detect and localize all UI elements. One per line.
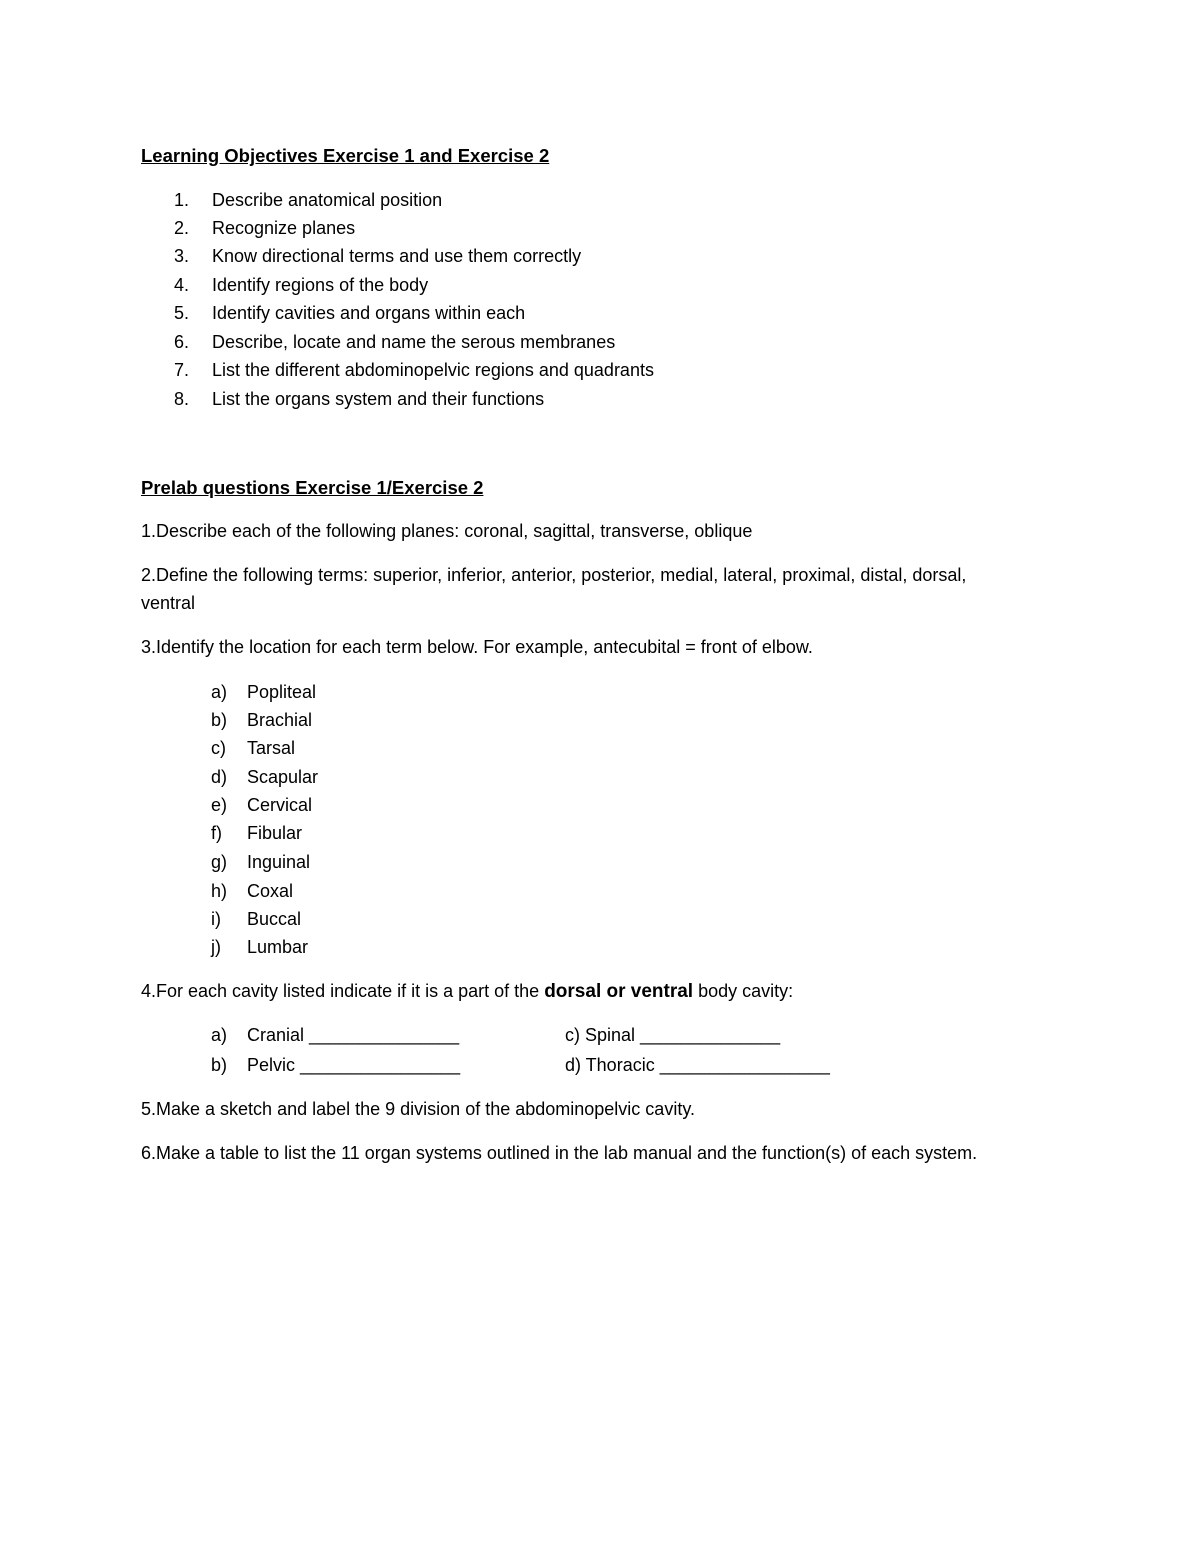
- objective-text: Know directional terms and use them correctly: [212, 246, 582, 266]
- region-letter: b): [211, 710, 228, 730]
- objective-number: 6.: [174, 332, 190, 352]
- cavity-blank: Pelvic ________________: [247, 1055, 461, 1075]
- objective-text: Recognize planes: [212, 218, 356, 238]
- region-letter: i): [211, 909, 221, 929]
- question-4-end: body cavity:: [693, 981, 794, 1001]
- objective-text: Identify regions of the body: [212, 275, 429, 295]
- region-item: [211, 766, 318, 788]
- learning-objectives-heading: Learning Objectives Exercise 1 and Exercise 2: [141, 145, 550, 166]
- region-term: Buccal: [247, 909, 302, 929]
- region-letter: g): [211, 852, 228, 872]
- region-letter: c): [211, 738, 226, 758]
- cavity-letter: b): [211, 1055, 228, 1075]
- objective-text: List the different abdominopelvic regions and quadrants: [212, 360, 654, 380]
- objective-item: [174, 388, 544, 410]
- objective-item: [174, 217, 355, 239]
- question-1: 1.Describe each of the following planes: coronal, sagittal, transverse, oblique: [141, 521, 753, 541]
- region-letter: a): [211, 682, 228, 702]
- objective-item: [174, 302, 525, 324]
- cavity-blank: Cranial _______________: [247, 1025, 460, 1045]
- objective-number: 7.: [174, 360, 190, 380]
- question-4: [141, 977, 1021, 1006]
- objective-number: 5.: [174, 303, 190, 323]
- question-4-intro: 4.For each cavity listed indicate if it is a part of the: [141, 981, 545, 1001]
- cavity-item-spinal: c) Spinal ______________: [565, 1025, 781, 1045]
- cavity-item-pelvic: [211, 1054, 460, 1076]
- objective-item: [174, 245, 581, 267]
- region-item: [211, 936, 308, 958]
- objective-text: Describe anatomical position: [212, 190, 443, 210]
- region-letter: d): [211, 767, 228, 787]
- region-term: Popliteal: [247, 682, 317, 702]
- region-term: Brachial: [247, 710, 313, 730]
- question-6: 6.Make a table to list the 11 organ systems outlined in the lab manual and the function(s) of each system.: [141, 1143, 978, 1163]
- prelab-heading: Prelab questions Exercise 1/Exercise 2: [141, 477, 484, 498]
- objective-number: 4.: [174, 275, 190, 295]
- region-term: Inguinal: [247, 852, 311, 872]
- question-4-emphasis: dorsal or ventral: [544, 981, 694, 1002]
- question-5: 5.Make a sketch and label the 9 division of the abdominopelvic cavity.: [141, 1099, 695, 1119]
- objective-text: Identify cavities and organs within each: [212, 303, 526, 323]
- region-item: [211, 908, 301, 930]
- region-item: [211, 681, 316, 703]
- region-letter: h): [211, 881, 228, 901]
- cavity-item-thoracic: d) Thoracic _________________: [565, 1055, 830, 1075]
- region-letter: f): [211, 823, 222, 843]
- objective-item: [174, 189, 442, 211]
- cavity-letter: a): [211, 1025, 228, 1045]
- objective-number: 2.: [174, 218, 190, 238]
- objective-number: 1.: [174, 190, 190, 210]
- region-term: Tarsal: [247, 738, 296, 758]
- cavity-item-cranial: [211, 1024, 459, 1046]
- region-letter: j): [211, 937, 221, 957]
- question-3: 3.Identify the location for each term below. For example, antecubital = front of elbow.: [141, 637, 813, 657]
- objective-number: 8.: [174, 389, 190, 409]
- region-term: Coxal: [247, 881, 294, 901]
- objective-number: 3.: [174, 246, 190, 266]
- region-term: Cervical: [247, 795, 313, 815]
- objective-text: Describe, locate and name the serous membranes: [212, 332, 616, 352]
- region-item: [211, 851, 310, 873]
- region-term: Lumbar: [247, 937, 309, 957]
- objective-text: List the organs system and their functions: [212, 389, 545, 409]
- region-term: Scapular: [247, 767, 319, 787]
- region-item: [211, 794, 312, 816]
- region-term: Fibular: [247, 823, 303, 843]
- objective-item: [174, 274, 428, 296]
- region-item: [211, 822, 302, 844]
- objective-item: [174, 359, 654, 381]
- region-item: [211, 880, 293, 902]
- region-item: [211, 737, 295, 759]
- region-letter: e): [211, 795, 228, 815]
- question-2: 2.Define the following terms: superior, inferior, anterior, posterior, medial, lateral, proximal, distal, dorsal, ventral: [141, 565, 967, 613]
- objective-item: [174, 331, 615, 353]
- region-item: [211, 709, 312, 731]
